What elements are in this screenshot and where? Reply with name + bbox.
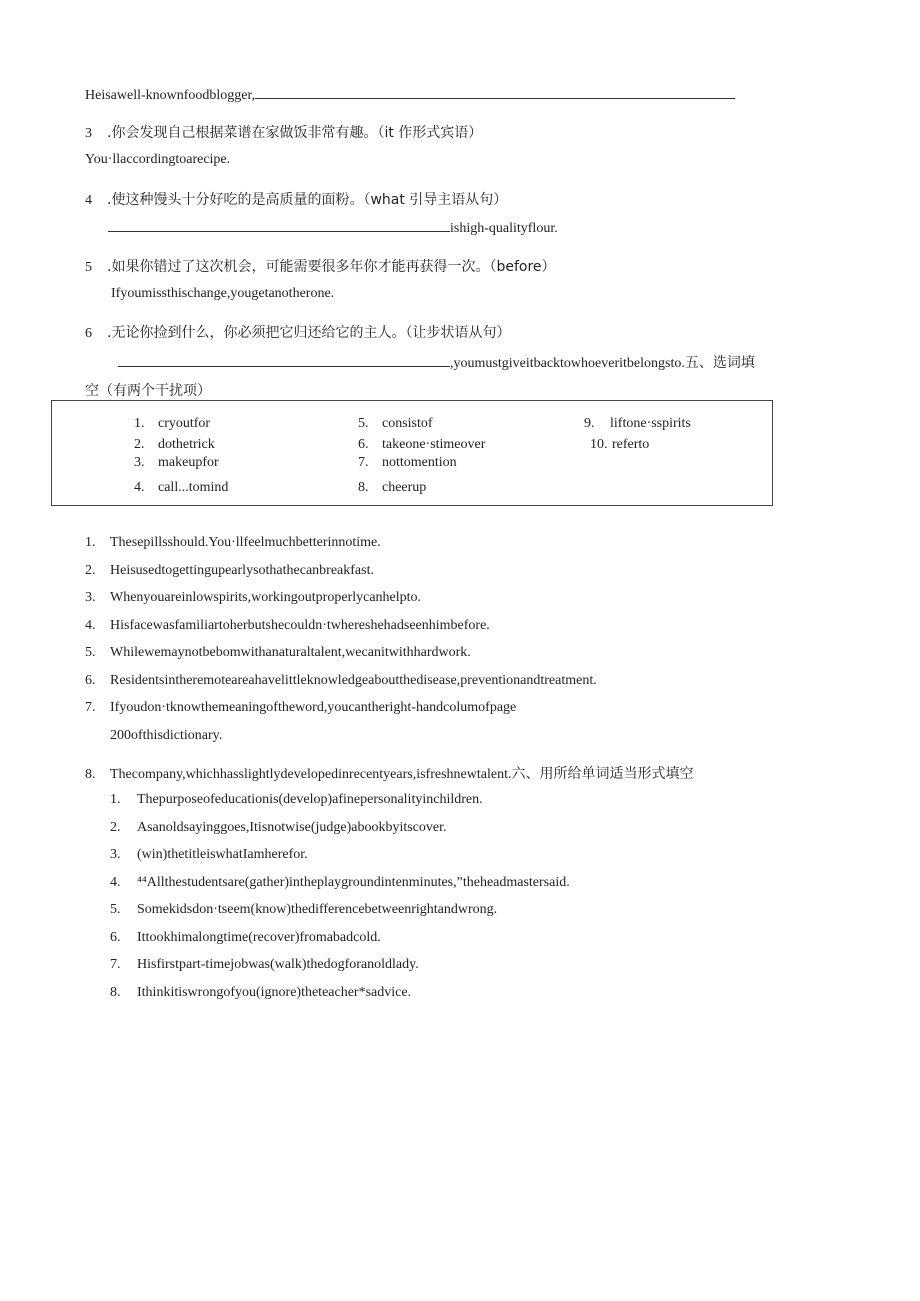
sentence-text: You·llaccordingtoarecipe. bbox=[85, 152, 231, 167]
list-item: 6. Residentsintheremoteareahavelittleknowledgeaboutthedisease,preventionandtreatment. bbox=[85, 673, 597, 688]
list-item: 6. Ittookhimalongtime(recover)fromabadcold. bbox=[110, 930, 381, 945]
question-item bbox=[85, 256, 556, 276]
answer-blank[interactable] bbox=[255, 86, 735, 99]
word-option: 4. call...tomind bbox=[134, 480, 229, 495]
sentence-text: ishigh-qualityflour. bbox=[450, 221, 558, 236]
question-number: 3 bbox=[85, 126, 92, 141]
word-option: 8. cheerup bbox=[358, 480, 427, 495]
section-heading: 六、用所给单词适当形式填空 bbox=[511, 766, 694, 782]
list-item: 4. ⁴⁴Allthestudentsare(gather)intheplaygroundintenminutes,ˮtheheadmastersaid. bbox=[110, 875, 570, 890]
answer-line bbox=[108, 219, 558, 237]
word-option: 6. takeone·stimeover bbox=[358, 437, 486, 452]
word-option: 7. nottomention bbox=[358, 455, 457, 470]
section-heading: 五、选词填 bbox=[684, 355, 755, 371]
answer-blank[interactable] bbox=[108, 219, 450, 232]
word-option: 9. liftone·sspirits bbox=[584, 416, 691, 431]
word-option: 1. cryoutfor bbox=[134, 416, 211, 431]
word-option: 2. dothetrick bbox=[134, 437, 215, 452]
word-bank-box bbox=[51, 400, 773, 506]
sentence-line bbox=[85, 86, 735, 104]
answer-line bbox=[118, 352, 755, 372]
question-item bbox=[85, 122, 482, 142]
answer-line bbox=[85, 152, 230, 168]
question-item bbox=[85, 189, 507, 209]
question-number: 5 bbox=[85, 260, 92, 275]
word-option: 5. consistof bbox=[358, 416, 433, 431]
list-item: 4. Hisfacewasfamiliartoherbutshecouldn·twhereshehadseenhimbefore. bbox=[85, 618, 490, 633]
list-item: 8. Thecompany,whichhasslightlydevelopedinrecentyears,isfreshnewtalent.六、用所给单词适当形式填空 bbox=[85, 766, 694, 782]
answer-line bbox=[111, 286, 334, 302]
list-item: 8. Ithinkitiswrongofyou(ignore)theteacher*sadvice. bbox=[110, 985, 412, 1000]
list-item: 2. Asanoldsayinggoes,Itisnotwise(judge)abookbyitscover. bbox=[110, 820, 447, 835]
list-item: 5. Somekidsdon·tseem(know)thedifferencebetweenrightandwrong. bbox=[110, 902, 498, 917]
list-item: 3. Whenyouareinlowspirits,workingoutproperlycanhelpto. bbox=[85, 590, 422, 605]
sentence-text: Ifyoumissthischange,yougetanotherone. bbox=[111, 286, 335, 301]
sentence-text: Heisawell-knownfoodblogger, bbox=[85, 88, 256, 103]
question-prompt: .如果你错过了这次机会，可能需要很多年你才能再获得一次。（before） bbox=[107, 259, 556, 275]
answer-blank[interactable] bbox=[118, 354, 450, 367]
list-item: 1. Thepurposeofeducationis(develop)afinepersonalityinchildren. bbox=[110, 792, 483, 807]
question-number: 6 bbox=[85, 326, 92, 341]
question-prompt: .你会发现自己根据菜谱在家做饭非常有趣。（it 作形式宾语） bbox=[107, 125, 483, 141]
list-item: 5. Whilewemaynotbebomwithanaturaltalent,wecanitwithhardwork. bbox=[85, 645, 471, 660]
list-item: 7. Hisfirstpart-timejobwas(walk)thedogforanoldlady. bbox=[110, 957, 419, 972]
list-item: 2. Heisusedtogettingupearlysothathecanbreakfast. bbox=[85, 563, 374, 578]
list-item: 3. (win)thetitleiswhatIamherefor. bbox=[110, 847, 308, 862]
question-item bbox=[85, 322, 510, 342]
section-heading: 空（有两个干扰项） bbox=[85, 383, 211, 399]
list-item: 1. Thesepillsshould.You·llfeelmuchbetterinnotime. bbox=[85, 535, 381, 550]
word-option: 10. referto bbox=[590, 437, 650, 452]
question-prompt: .使这种馒头十分好吃的是高质量的面粉。（what 引导主语从句） bbox=[107, 192, 508, 208]
question-prompt: .无论你捡到什么，你必须把它归还给它的主人。（让步状语从句） bbox=[107, 325, 511, 341]
list-item: 7. Ifyoudon·tknowthemeaningoftheword,youcantheright-handcolumofpage bbox=[85, 700, 517, 715]
list-item-continuation: 200ofthisdictionary. bbox=[110, 728, 223, 743]
question-number: 4 bbox=[85, 193, 92, 208]
sentence-text: ,youmustgiveitbacktowhoeveritbelongsto. bbox=[450, 356, 685, 371]
word-option: 3. makeupfor bbox=[134, 455, 219, 470]
